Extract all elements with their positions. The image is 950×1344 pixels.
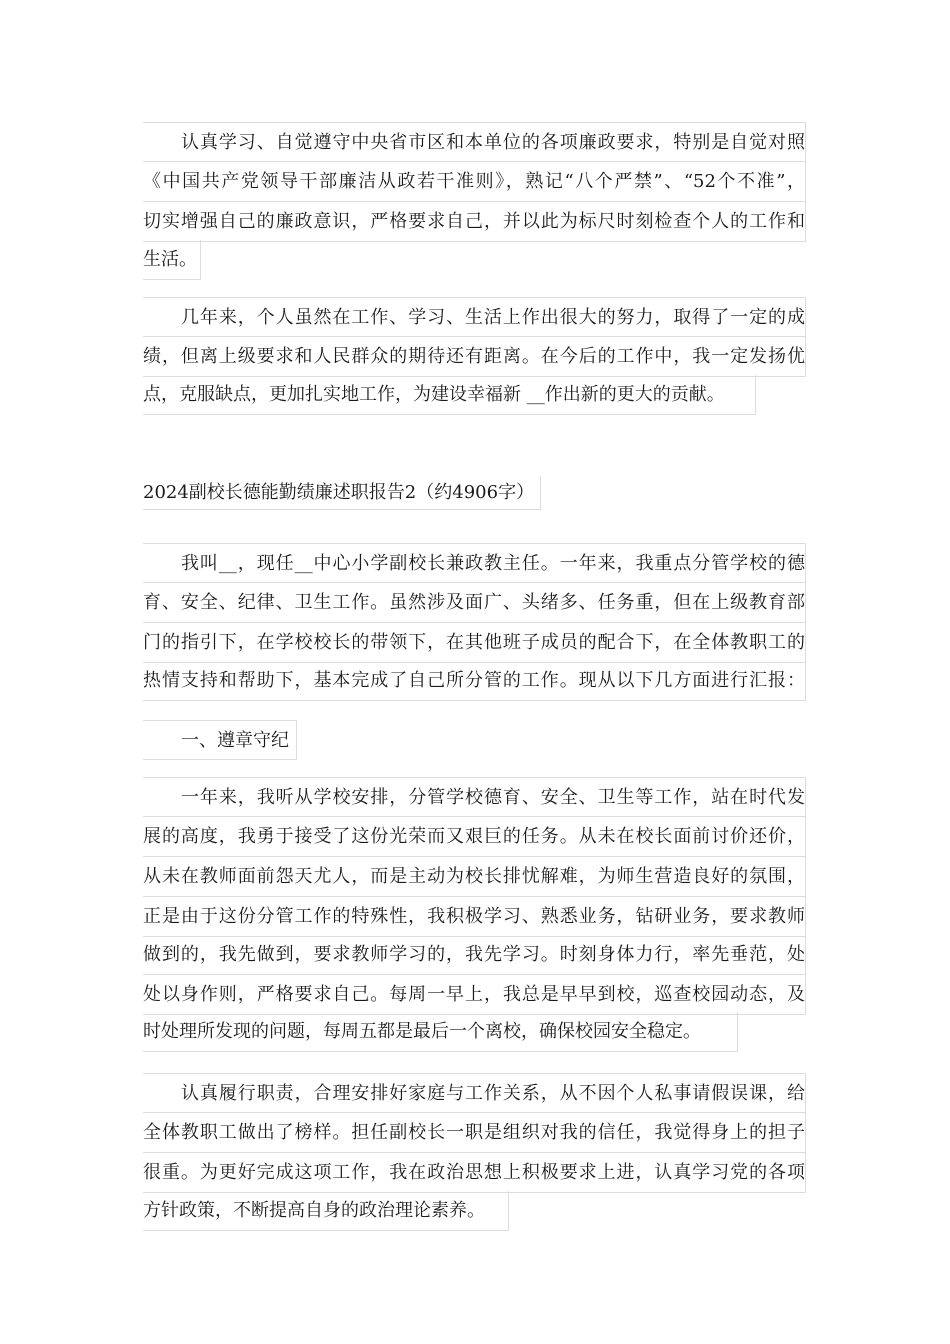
section-heading-1: 一、遵章守纪 <box>143 720 297 760</box>
report-paragraph-2-line-2: 展的高度，我勇于接受了这份光荣而又艰巨的任务。从未在校长面前讨价还价， <box>143 817 806 857</box>
paragraph-1-line-3: 切实增强自己的廉政意识，严格要求自己，并以此为标尺时刻检查个人的工作和 <box>143 202 806 242</box>
report-paragraph-3-line-2: 全体教职工做出了榜样。担任副校长一职是组织对我的信任，我觉得身上的担子 <box>143 1113 806 1153</box>
report-paragraph-2-line-1: 一年来，我听从学校安排，分管学校德育、安全、卫生等工作，站在时代发 <box>143 777 806 817</box>
report-paragraph-1-line-4: 热情支持和帮助下，基本完成了自己所分管的工作。现从以下几方面进行汇报： <box>143 661 806 701</box>
paragraph-2-line-1: 几年来，个人虽然在工作、学习、生活上作出很大的努力，取得了一定的成 <box>143 297 806 337</box>
report-paragraph-3-line-3: 很重。为更好完成这项工作，我在政治思想上积极要求上进，认真学习党的各项 <box>143 1153 806 1193</box>
report-paragraph-1-line-3: 门的指引下，在学校校长的带领下，在其他班子成员的配合下，在全体教职工的 <box>143 623 806 663</box>
report-paragraph-1-line-2: 育、安全、纪律、卫生工作。虽然涉及面广、头绪多、任务重，但在上级教育部 <box>143 583 806 623</box>
paragraph-1-line-2: 《中国共产党领导干部廉洁从政若干准则》，熟记“八个严禁”、“52个不准”， <box>143 162 806 202</box>
paragraph-1-line-1: 认真学习、自觉遵守中央省市区和本单位的各项廉政要求，特别是自觉对照 <box>143 122 806 162</box>
paragraph-1-line-4: 生活。 <box>143 240 201 280</box>
report-paragraph-1-line-1: 我叫__，现任__中心小学副校长兼政教主任。一年来，我重点分管学校的德 <box>143 543 806 583</box>
report-paragraph-2-line-3: 从未在教师面前怨天尤人，而是主动为校长排忧解难，为师生营造良好的氛围， <box>143 857 806 897</box>
report-paragraph-2-line-7: 时处理所发现的问题，每周五都是最后一个离校，确保校园安全稳定。 <box>143 1012 738 1052</box>
report-title: 2024副校长德能勤绩廉述职报告2（约4906字） <box>143 476 541 510</box>
report-paragraph-2-line-6: 处以身作则，严格要求自己。每周一早上，我总是早早到校，巡查校园动态，及 <box>143 975 806 1015</box>
paragraph-2-line-2: 绩，但离上级要求和人民群众的期待还有距离。在今后的工作中，我一定发扬优 <box>143 337 806 377</box>
report-paragraph-2-line-5: 做到的，我先做到，要求教师学习的，我先学习。时刻身体力行，率先垂范，处 <box>143 935 806 975</box>
paragraph-2-line-3: 点，克服缺点，更加扎实地工作，为建设幸福新 __作出新的更大的贡献。 <box>143 375 756 415</box>
report-paragraph-3-line-4: 方针政策，不断提高自身的政治理论素养。 <box>143 1191 509 1231</box>
report-paragraph-3-line-1: 认真履行职责，合理安排好家庭与工作关系，从不因个人私事请假误课，给 <box>143 1073 806 1113</box>
report-paragraph-2-line-4: 正是由于这份分管工作的特殊性，我积极学习、熟悉业务，钻研业务，要求教师 <box>143 897 806 937</box>
